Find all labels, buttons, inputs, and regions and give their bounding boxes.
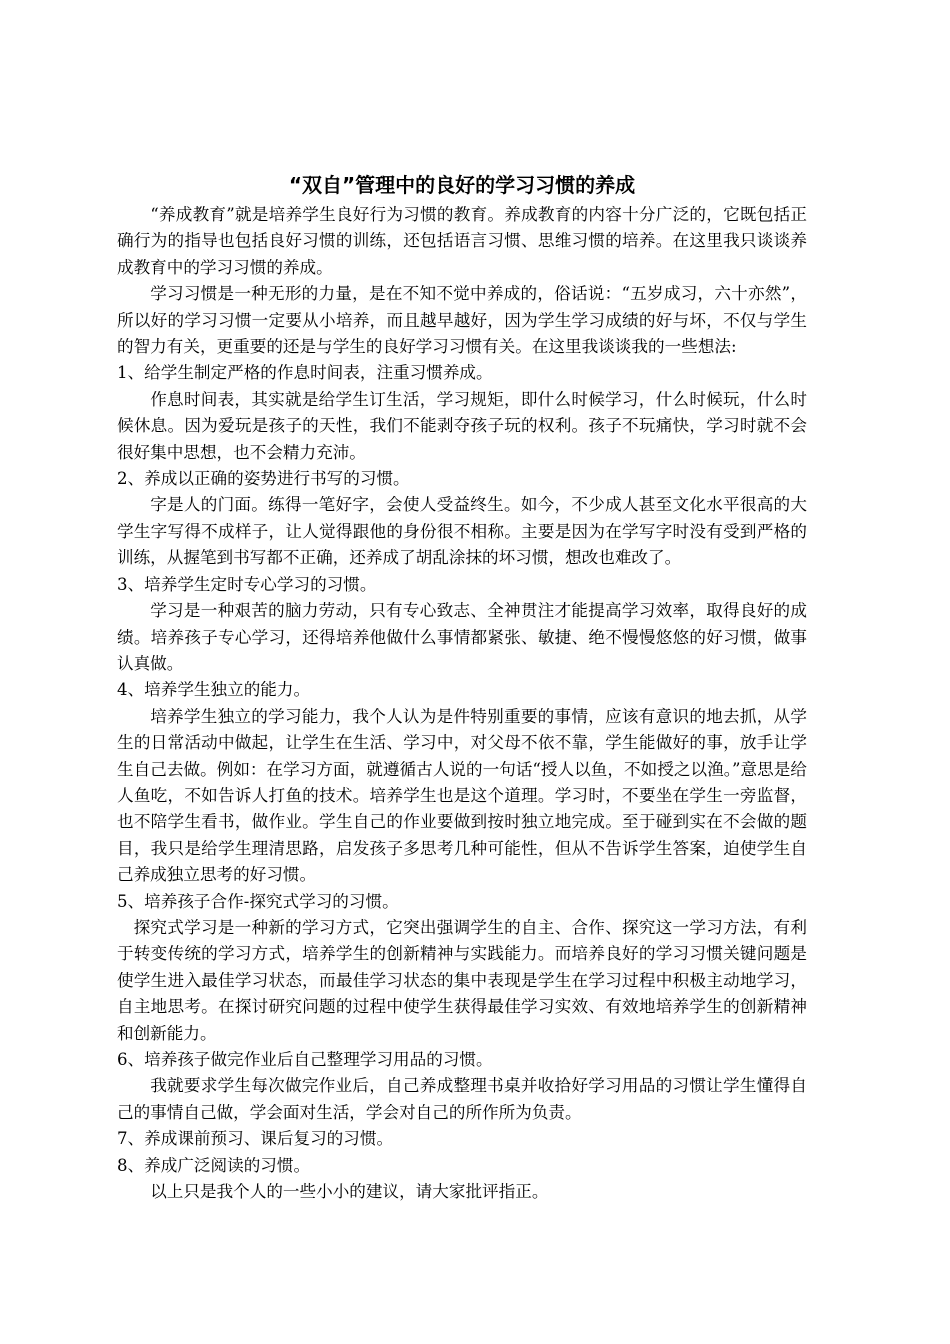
body-paragraph: 培养学生独立的学习能力，我个人认为是件特别重要的事情，应该有意识的地去抓，从学生的日常活动中做起，让学生在生活、学习中，对父母不依不靠，学生能做好的事，放手让学生自己去做。例如：在学习方面，就遵循古人说的一句话“授人以鱼，不如授之以渔。”意思是给人鱼吃，不如告诉人打鱼的技术。培养学生也是这个道理。学习时，不要坐在学生一旁监督，也不陪学生看书，做作业。学生自己的作业要做到按时独立地完成。至于碰到实在不会做的题目，我只是给学生理清思路，启发孩子多思考几种可能性，但从不告诉学生答案，迫使学生自己养成独立思考的好习惯。 [117, 706, 807, 885]
section-heading-3: 3、培养学生定时专心学习的习惯。 [117, 574, 377, 594]
intro-paragraph: “养成教育”就是培养学生良好行为习惯的教育。养成教育的内容十分广泛的，它既包括正确行为的指导也包括良好习惯的训练，还包括语言习惯、思维习惯的培养。在这里我只谈谈养成教育中的学习习惯的养成。 [117, 205, 807, 277]
section-heading-1: 1、给学生制定严格的作息时间表，注重习惯养成。 [117, 363, 493, 383]
body-paragraph: 字是人的门面。练得一笔好字，会使人受益终生。如今，不少成人甚至文化水平很高的大学生字写得不成样子，让人觉得跟他的身份很不相称。主要是因为在学写字时没有受到严格的训练，从握笔到书写都不正确，还养成了胡乱涂抹的坏习惯，想改也难改了。 [117, 495, 807, 568]
section-heading-8: 8、养成广泛阅读的习惯。 [117, 1155, 311, 1175]
closing-paragraph: 以上只是我个人的一些小小的建议，请大家批评指正。 [150, 1182, 549, 1202]
body-paragraph: 我就要求学生每次做完作业后，自己养成整理书桌并收拾好学习用品的习惯让学生懂得自己的事情自己做，学会面对生活，学会对自己的所作所为负责。 [117, 1076, 807, 1122]
section-heading-7: 7、养成课前预习、课后复习的习惯。 [117, 1129, 394, 1149]
section-heading-4: 4、培养学生独立的能力。 [117, 680, 311, 700]
body-paragraph: 学习是一种艰苦的脑力劳动，只有专心致志、全神贯注才能提高学习效率，取得良好的成绩。培养孩子专心学习，还得培养他做什么事情都紧张、敏捷、绝不慢慢悠悠的好习惯，做事认真做。 [117, 601, 807, 673]
body-paragraph: 探究式学习是一种新的学习方式，它突出强调学生的自主、合作、探究这一学习方法，有利于转变传统的学习方式，培养学生的创新精神与实践能力。而培养良好的学习习惯关键问题是使学生进入最佳学习状态，而最佳学习状态的集中表现是学生在学习过程中积极主动地学习，自主地思考。在探讨研究问题的过程中使学生获得最佳学习实效、有效地培养学生的创新精神和创新能力。 [117, 917, 807, 1043]
body-paragraph: 学习习惯是一种无形的力量，是在不知不觉中养成的，俗话说：“五岁成习，六十亦然”，所以好的学习习惯一定要从小培养，而且越早越好，因为学生学习成绩的好与坏，不仅与学生的智力有关，更重要的还是与学生的良好学习习惯有关。在这里我谈谈我的一些想法: [117, 284, 807, 357]
body-paragraph: 作息时间表，其实就是给学生订生活，学习规矩，即什么时候学习，什么时候玩，什么时候休息。因为爱玩是孩子的天性，我们不能剥夺孩子玩的权利。孩子不玩痛快，学习时就不会很好集中思想，也不会精力充沛。 [117, 389, 807, 462]
section-heading-5: 5、培养孩子合作-探究式学习的习惯。 [117, 891, 399, 911]
document-title: “双自”管理中的良好的学习习惯的养成 [288, 173, 636, 197]
section-heading-6: 6、培养孩子做完作业后自己整理学习用品的习惯。 [117, 1050, 493, 1069]
section-heading-2: 2、养成以正确的姿势进行书写的习惯。 [117, 469, 410, 489]
document-page [117, 168, 807, 1205]
